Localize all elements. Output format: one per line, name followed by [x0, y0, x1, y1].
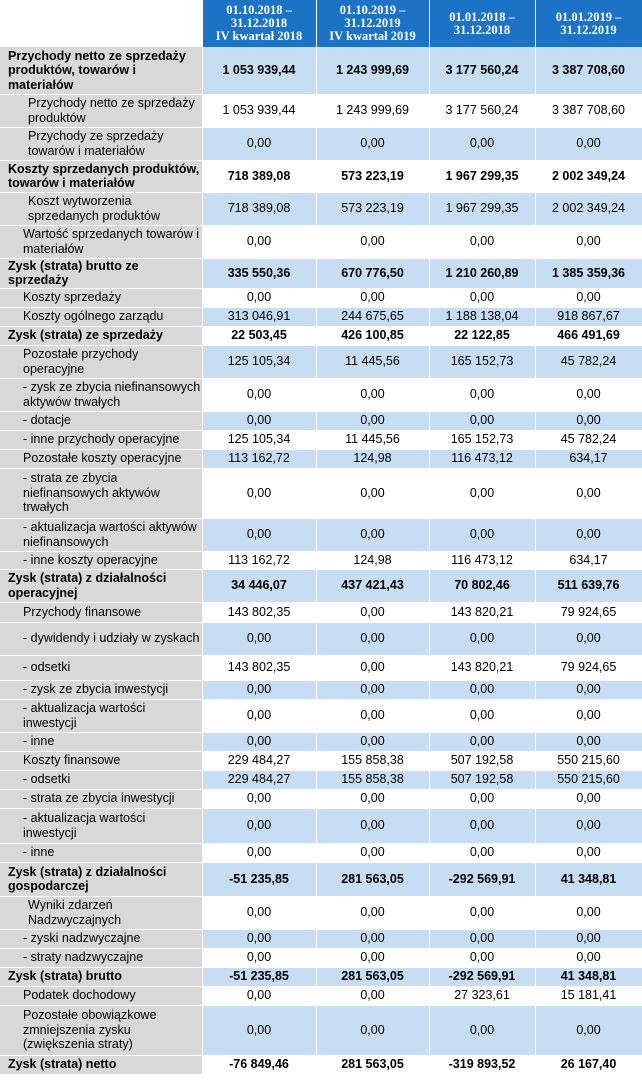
row-value: 1 053 939,44: [202, 94, 316, 127]
table-row: [0, 307, 642, 326]
row-value: 143 820,21: [429, 602, 535, 622]
row-value: 45 782,24: [535, 430, 642, 449]
column-header: 01.01.2019 – 31.12.2019: [535, 0, 642, 47]
row-value: 0,00: [202, 808, 316, 843]
row-value: 437 421,43: [316, 569, 429, 602]
row-value: 116 473,12: [429, 551, 535, 569]
row-value: 124,98: [316, 449, 429, 468]
row-value: 0,00: [429, 622, 535, 655]
row-value: 3 177 560,24: [429, 94, 535, 127]
row-value: 125 105,34: [202, 345, 316, 378]
row-label: Wartość sprzedanych towarów i materiałów: [0, 225, 202, 258]
row-value: 155 858,38: [316, 751, 429, 770]
row-value: 41 348,81: [535, 862, 642, 896]
row-value: 15 181,41: [535, 986, 642, 1005]
row-value: 0,00: [429, 378, 535, 411]
table-row: [0, 732, 642, 751]
row-value: 11 445,56: [316, 345, 429, 378]
row-value: 0,00: [202, 948, 316, 967]
row-label: Zysk (strata) netto: [0, 1055, 202, 1074]
row-value: 0,00: [202, 378, 316, 411]
row-value: 0,00: [202, 986, 316, 1005]
row-value: 155 858,38: [316, 770, 429, 789]
row-value: 0,00: [429, 411, 535, 430]
row-value: 466 491,69: [535, 326, 642, 345]
table-row: [0, 449, 642, 468]
row-value: 1 967 299,35: [429, 160, 535, 192]
row-value: -319 893,52: [429, 1055, 535, 1074]
row-label: - odsetki: [0, 770, 202, 789]
row-value: 670 776,50: [316, 258, 429, 288]
row-value: 124,98: [316, 551, 429, 569]
row-label: - zyski nadzwyczajne: [0, 929, 202, 948]
row-value: 79 924,65: [535, 602, 642, 622]
row-value: 0,00: [316, 411, 429, 430]
table-row: [0, 622, 642, 655]
row-value: 0,00: [429, 225, 535, 258]
row-label: - dywidendy i udziały w zyskach: [0, 622, 202, 655]
table-row: [0, 808, 642, 843]
table-row: [0, 468, 642, 518]
row-value: 281 563,05: [316, 862, 429, 896]
table-row: [0, 986, 642, 1005]
row-value: 0,00: [316, 986, 429, 1005]
row-value: 0,00: [429, 127, 535, 160]
table-row: [0, 967, 642, 986]
row-value: 0,00: [316, 789, 429, 808]
row-value: 0,00: [316, 1005, 429, 1055]
column-header: 01.10.2019 – 31.12.2019 IV kwartał 2019: [316, 0, 429, 47]
row-value: 41 348,81: [535, 967, 642, 986]
row-label: Przychody netto ze sprzedaży produktów: [0, 94, 202, 127]
row-label: - inne koszty operacyjne: [0, 551, 202, 569]
row-value: 1 210 260,89: [429, 258, 535, 288]
table-row: [0, 192, 642, 225]
row-value: 0,00: [429, 468, 535, 518]
table-row: [0, 225, 642, 258]
header-blank-cell: [0, 0, 202, 47]
table-row: [0, 770, 642, 789]
row-value: 0,00: [429, 808, 535, 843]
row-value: 0,00: [429, 288, 535, 307]
row-value: 507 192,58: [429, 770, 535, 789]
row-value: 335 550,36: [202, 258, 316, 288]
table-row: [0, 326, 642, 345]
row-value: 0,00: [535, 732, 642, 751]
row-value: 0,00: [202, 518, 316, 551]
row-value: 3 387 708,60: [535, 94, 642, 127]
row-value: 0,00: [535, 808, 642, 843]
table-row: [0, 680, 642, 699]
row-label: Koszt wytworzenia sprzedanych produktów: [0, 192, 202, 225]
row-value: 116 473,12: [429, 449, 535, 468]
table-row: [0, 345, 642, 378]
row-value: 0,00: [429, 680, 535, 699]
row-value: 0,00: [429, 1005, 535, 1055]
row-value: 281 563,05: [316, 1055, 429, 1074]
row-value: 0,00: [202, 411, 316, 430]
row-value: 0,00: [316, 378, 429, 411]
row-value: 0,00: [202, 896, 316, 929]
row-label: Zysk (strata) brutto: [0, 967, 202, 986]
row-label: - strata ze zbycia niefinansowych aktywów trwałych: [0, 468, 202, 518]
row-value: 1 053 939,44: [202, 47, 316, 94]
row-value: 27 323,61: [429, 986, 535, 1005]
row-value: 244 675,65: [316, 307, 429, 326]
row-label: Zysk (strata) brutto ze sprzedaży: [0, 258, 202, 288]
row-label: Zysk (strata) ze sprzedaży: [0, 326, 202, 345]
row-value: 0,00: [316, 699, 429, 732]
row-value: 0,00: [535, 288, 642, 307]
table-row: [0, 1005, 642, 1055]
row-value: 1 188 138,04: [429, 307, 535, 326]
row-label: - inne: [0, 732, 202, 751]
row-value: 0,00: [316, 655, 429, 680]
row-value: 0,00: [316, 288, 429, 307]
table-row: [0, 258, 642, 288]
table-row: [0, 378, 642, 411]
row-value: 634,17: [535, 551, 642, 569]
row-value: 0,00: [202, 225, 316, 258]
row-value: 0,00: [316, 948, 429, 967]
row-value: 0,00: [202, 127, 316, 160]
row-value: 143 820,21: [429, 655, 535, 680]
row-value: 0,00: [429, 843, 535, 862]
row-value: 0,00: [535, 468, 642, 518]
row-label: - aktualizacja wartości inwestycji: [0, 699, 202, 732]
row-value: 113 162,72: [202, 449, 316, 468]
row-value: 550 215,60: [535, 751, 642, 770]
table-row: [0, 843, 642, 862]
table-row: [0, 751, 642, 770]
row-value: 0,00: [535, 929, 642, 948]
row-value: 113 162,72: [202, 551, 316, 569]
row-value: 143 802,35: [202, 602, 316, 622]
row-value: 634,17: [535, 449, 642, 468]
row-value: 0,00: [535, 378, 642, 411]
row-label: Przychody netto ze sprzedaży produktów, towarów i materiałów: [0, 47, 202, 94]
table-row: [0, 929, 642, 948]
table-row: [0, 1055, 642, 1074]
row-value: 0,00: [535, 622, 642, 655]
row-value: 0,00: [535, 518, 642, 551]
row-value: 26 167,40: [535, 1055, 642, 1074]
row-value: 0,00: [202, 288, 316, 307]
row-value: 718 389,08: [202, 160, 316, 192]
row-value: 11 445,56: [316, 430, 429, 449]
row-value: 0,00: [202, 1005, 316, 1055]
row-value: 0,00: [535, 843, 642, 862]
row-label: Wyniki zdarzeń Nadzwyczajnych: [0, 896, 202, 929]
row-value: 2 002 349,24: [535, 160, 642, 192]
row-value: 0,00: [316, 808, 429, 843]
row-value: 0,00: [429, 789, 535, 808]
row-label: - zysk ze zbycia inwestycji: [0, 680, 202, 699]
row-value: -292 569,91: [429, 967, 535, 986]
row-value: 0,00: [202, 699, 316, 732]
row-label: - dotacje: [0, 411, 202, 430]
row-value: 0,00: [535, 896, 642, 929]
row-label: Koszty sprzedanych produktów, towarów i materiałów: [0, 160, 202, 192]
row-value: 0,00: [202, 789, 316, 808]
row-value: 0,00: [429, 732, 535, 751]
row-value: 1 243 999,69: [316, 94, 429, 127]
row-label: Zysk (strata) z działalności operacyjnej: [0, 569, 202, 602]
table-row: [0, 602, 642, 622]
table-row: [0, 569, 642, 602]
row-value: 0,00: [316, 929, 429, 948]
row-label: Koszty ogólnego zarządu: [0, 307, 202, 326]
row-value: 3 177 560,24: [429, 47, 535, 94]
row-label: Koszty finansowe: [0, 751, 202, 770]
row-value: 125 105,34: [202, 430, 316, 449]
row-value: 0,00: [316, 225, 429, 258]
row-value: 0,00: [316, 732, 429, 751]
row-value: 0,00: [316, 468, 429, 518]
row-value: 165 152,73: [429, 345, 535, 378]
row-value: 0,00: [316, 127, 429, 160]
row-value: 0,00: [202, 843, 316, 862]
row-value: 79 924,65: [535, 655, 642, 680]
row-value: 165 152,73: [429, 430, 535, 449]
row-label: - strata ze zbycia inwestycji: [0, 789, 202, 808]
table-row: [0, 699, 642, 732]
table-row: [0, 430, 642, 449]
table-row: [0, 160, 642, 192]
row-label: - inne przychody operacyjne: [0, 430, 202, 449]
row-value: -292 569,91: [429, 862, 535, 896]
row-label: Koszty sprzedaży: [0, 288, 202, 307]
row-value: 0,00: [316, 622, 429, 655]
row-value: 22 122,85: [429, 326, 535, 345]
row-value: 0,00: [316, 843, 429, 862]
row-value: 0,00: [202, 468, 316, 518]
row-value: 0,00: [535, 789, 642, 808]
row-label: Pozostałe obowiązkowe zmniejszenia zysku (zwiększenia straty): [0, 1005, 202, 1055]
table-row: [0, 862, 642, 896]
row-value: 0,00: [535, 225, 642, 258]
row-value: 3 387 708,60: [535, 47, 642, 94]
row-value: 0,00: [202, 929, 316, 948]
column-header: 01.10.2018 – 31.12.2018 IV kwartał 2018: [202, 0, 316, 47]
row-label: Pozostałe przychody operacyjne: [0, 345, 202, 378]
row-label: - zysk ze zbycia niefinansowych aktywów trwałych: [0, 378, 202, 411]
row-value: 45 782,24: [535, 345, 642, 378]
row-value: 0,00: [316, 896, 429, 929]
row-value: 426 100,85: [316, 326, 429, 345]
table-row: [0, 288, 642, 307]
row-value: -76 849,46: [202, 1055, 316, 1074]
table-row: [0, 789, 642, 808]
column-header: 01.01.2018 – 31.12.2018: [429, 0, 535, 47]
row-label: - inne: [0, 843, 202, 862]
row-value: 0,00: [429, 518, 535, 551]
row-value: 2 002 349,24: [535, 192, 642, 225]
table-row: [0, 411, 642, 430]
row-value: 718 389,08: [202, 192, 316, 225]
table-row: [0, 94, 642, 127]
row-value: 70 802,46: [429, 569, 535, 602]
row-value: 0,00: [429, 929, 535, 948]
row-value: -51 235,85: [202, 967, 316, 986]
row-value: 0,00: [202, 680, 316, 699]
row-label: Zysk (strata) z działalności gospodarczej: [0, 862, 202, 896]
row-value: 0,00: [202, 732, 316, 751]
row-value: 0,00: [316, 680, 429, 699]
table-row: [0, 47, 642, 94]
row-value: 0,00: [535, 948, 642, 967]
row-value: 0,00: [535, 127, 642, 160]
row-value: 0,00: [316, 518, 429, 551]
table-row: [0, 655, 642, 680]
table-row: [0, 518, 642, 551]
row-value: 573 223,19: [316, 192, 429, 225]
row-label: - aktualizacja wartości inwestycji: [0, 808, 202, 843]
row-value: 1 243 999,69: [316, 47, 429, 94]
table-row: [0, 896, 642, 929]
row-value: 229 484,27: [202, 770, 316, 789]
row-value: -51 235,85: [202, 862, 316, 896]
row-value: 143 802,35: [202, 655, 316, 680]
row-value: 0,00: [316, 602, 429, 622]
row-value: 0,00: [202, 622, 316, 655]
row-value: 0,00: [535, 699, 642, 732]
row-value: 0,00: [535, 680, 642, 699]
row-label: - straty nadzwyczajne: [0, 948, 202, 967]
row-label: Pozostałe koszty operacyjne: [0, 449, 202, 468]
row-value: 1 385 359,36: [535, 258, 642, 288]
row-value: 22 503,45: [202, 326, 316, 345]
row-value: 229 484,27: [202, 751, 316, 770]
row-value: 511 639,76: [535, 569, 642, 602]
row-value: 0,00: [429, 896, 535, 929]
table-row: [0, 551, 642, 569]
row-value: 0,00: [535, 1005, 642, 1055]
row-label: - aktualizacja wartości aktywów niefinansowych: [0, 518, 202, 551]
row-label: Podatek dochodowy: [0, 986, 202, 1005]
row-label: Przychody finansowe: [0, 602, 202, 622]
row-value: 507 192,58: [429, 751, 535, 770]
row-value: 918 867,67: [535, 307, 642, 326]
row-value: 313 046,91: [202, 307, 316, 326]
row-value: 281 563,05: [316, 967, 429, 986]
row-value: 550 215,60: [535, 770, 642, 789]
row-value: 34 446,07: [202, 569, 316, 602]
header-row: [0, 0, 642, 47]
row-label: - odsetki: [0, 655, 202, 680]
row-value: 0,00: [429, 699, 535, 732]
row-value: 573 223,19: [316, 160, 429, 192]
row-label: Przychody ze sprzedaży towarów i materiałów: [0, 127, 202, 160]
row-value: 0,00: [535, 411, 642, 430]
table-row: [0, 127, 642, 160]
row-value: 0,00: [429, 948, 535, 967]
table-row: [0, 948, 642, 967]
row-value: 1 967 299,35: [429, 192, 535, 225]
